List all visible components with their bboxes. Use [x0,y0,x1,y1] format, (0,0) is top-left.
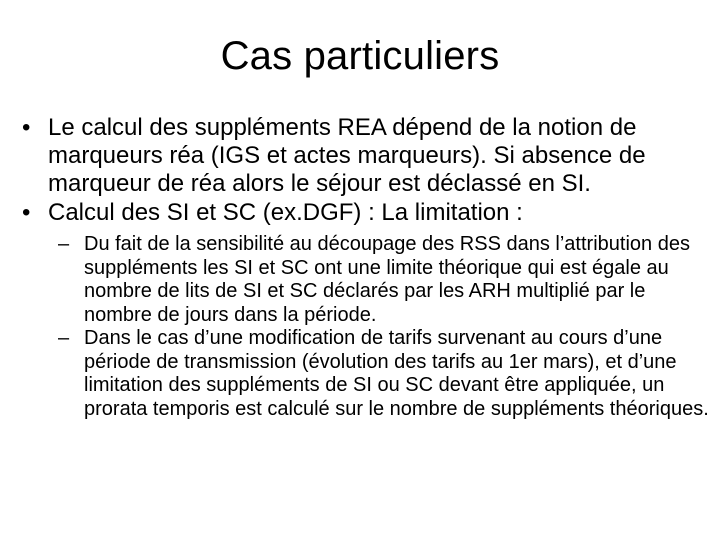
sub-bullet-list [58,233,712,421]
slide-title: Cas particuliers [220,34,500,78]
sub-bullet-item [58,233,712,327]
sub-bullet-text: Dans le cas d’une modification de tarifs survenant au cours d’une période de transmission (évolution des tarifs au 1er mars), et d’une limitation des suppléments de SI ou SC devant être appliquée, un prorata temporis est calculé sur le nombre de suppléments théoriques. [84,327,709,420]
sub-bullet-item [58,327,712,421]
sub-bullet-text: Du fait de la sensibilité au découpage des RSS dans l’attribution des suppléments les SI et SC ont une limite théorique qui est égale au nombre de lits de SI et SC déclarés par les ARH multiplié par le nombre de jours dans la période. [84,233,690,326]
bullet-marker: • [22,199,31,226]
bullet-list [22,114,712,421]
bullet-item [22,199,712,227]
sub-bullet-marker: – [58,233,70,255]
bullet-text: Le calcul des suppléments REA dépend de la notion de marqueurs réa (IGS et actes marqueurs). Si absence de marqueur de réa alors le séjour est déclassé en SI. [48,114,646,197]
bullet-marker: • [22,114,31,141]
bullet-text: Calcul des SI et SC (ex.DGF) : La limitation : [48,199,523,226]
sub-bullet-marker: – [58,327,70,349]
bullet-item [22,114,712,198]
